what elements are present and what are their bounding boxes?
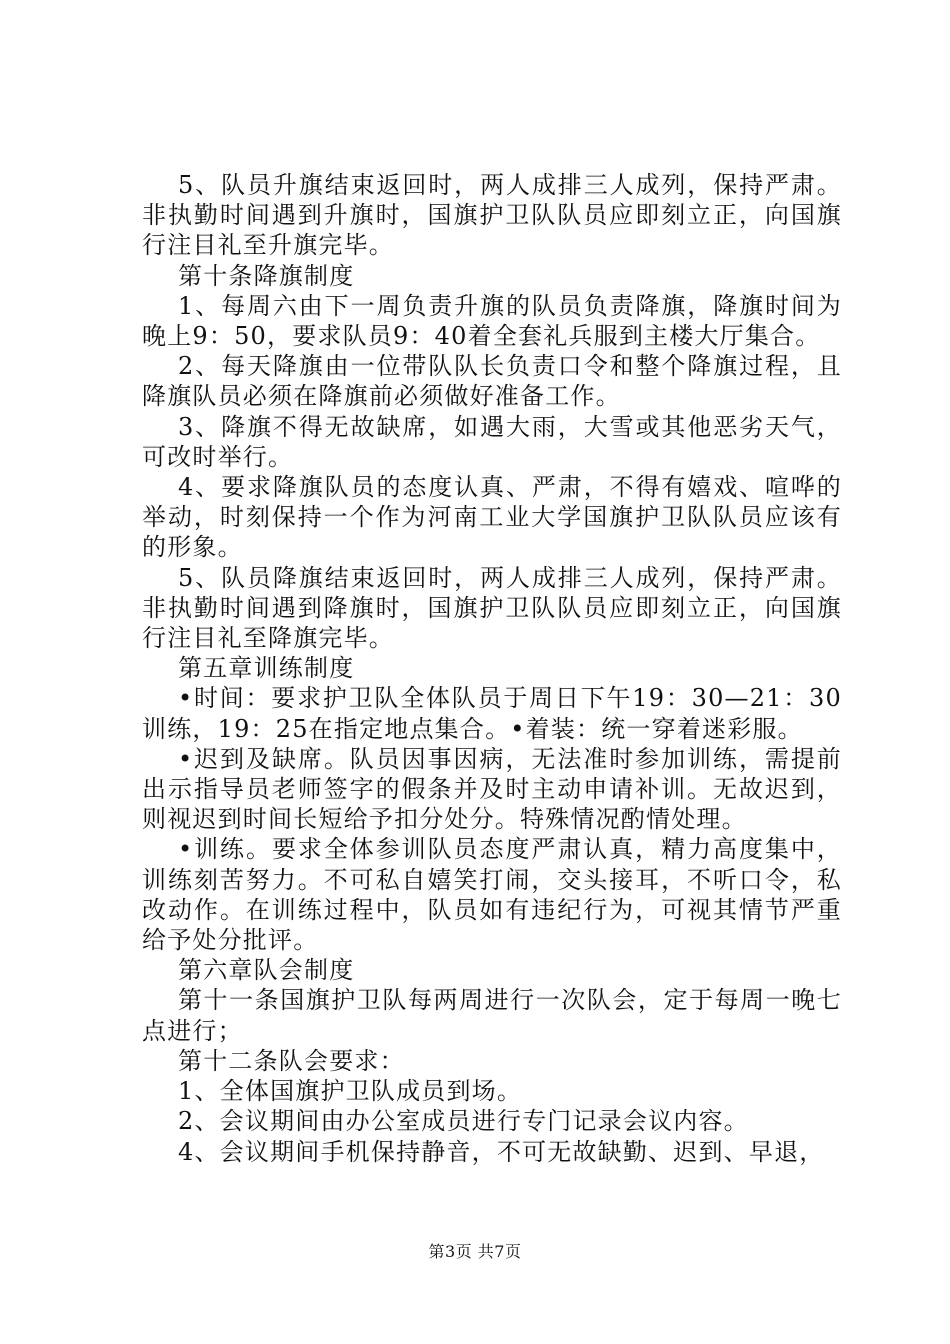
paragraph-training-absence: •迟到及缺席。队员因事因病，无法准时参加训练，需提前出示指导员老师签字的假条并及时主动申请补训。无故迟到，则视迟到时间长短给予扣分处分。特殊情况酌情处理。 bbox=[142, 744, 842, 834]
page-footer bbox=[0, 1242, 950, 1262]
paragraph-lowering-attitude: 4、要求降旗队员的态度认真、严肃，不得有嬉戏、喧哗的举动，时刻保持一个作为河南工业大学国旗护卫队队员应该有的形象。 bbox=[142, 473, 842, 562]
paragraph-meeting-minutes: 2、会议期间由办公室成员进行专门记录会议内容。 bbox=[178, 1107, 749, 1136]
chapter-5-heading: 第五章训练制度 bbox=[178, 654, 355, 683]
paragraph-training-time: •时间：要求护卫队全体队员于周日下午19：30—21：30训练，19：25在指定地点集合。•着装：统一穿着迷彩服。 bbox=[142, 684, 842, 743]
paragraph-training-discipline: •训练。要求全体参训队员态度严肃认真，精力高度集中，训练刻苦努力。不可私自嬉笑打闹，交头接耳，不听口令，私改动作。在训练过程中，队员如有违纪行为，可视其情节严重给予处分批评。 bbox=[142, 835, 842, 955]
page-number: 第3页 共7页 bbox=[428, 1242, 522, 1261]
article-10-heading: 第十条降旗制度 bbox=[178, 261, 355, 290]
paragraph-article-11: 第十一条国旗护卫队每两周进行一次队会，定于每周一晚七点进行； bbox=[142, 986, 842, 1045]
paragraph-flag-raising-return: 5、队员升旗结束返回时，两人成排三人成列，保持严肃。非执勤时间遇到升旗时，国旗护卫队队员应即刻立正，向国旗行注目礼至升旗完毕。 bbox=[142, 171, 842, 260]
paragraph-meeting-phones: 4、会议期间手机保持静音，不可无故缺勤、迟到、早退， bbox=[178, 1137, 825, 1166]
paragraph-lowering-leader: 2、每天降旗由一位带队队长负责口令和整个降旗过程，且降旗队员必须在降旗前必须做好准备工作。 bbox=[142, 352, 842, 411]
paragraph-lowering-attendance: 3、降旗不得无故缺席，如遇大雨，大雪或其他恶劣天气，可改时举行。 bbox=[142, 412, 842, 471]
paragraph-lowering-return: 5、队员降旗结束返回时，两人成排三人成列，保持严肃。非执勤时间遇到降旗时，国旗护卫队队员应即刻立正，向国旗行注目礼至降旗完毕。 bbox=[142, 563, 842, 653]
document-body bbox=[142, 170, 842, 1167]
paragraph-lowering-schedule: 1、每周六由下一周负责升旗的队员负责降旗，降旗时间为晚上9：50，要求队员9：40着全套礼兵服到主楼大厅集合。 bbox=[142, 291, 842, 351]
paragraph-meeting-attendance: 1、全体国旗护卫队成员到场。 bbox=[178, 1077, 523, 1106]
article-12-heading: 第十二条队会要求： bbox=[178, 1046, 405, 1075]
chapter-6-heading: 第六章队会制度 bbox=[178, 956, 355, 985]
